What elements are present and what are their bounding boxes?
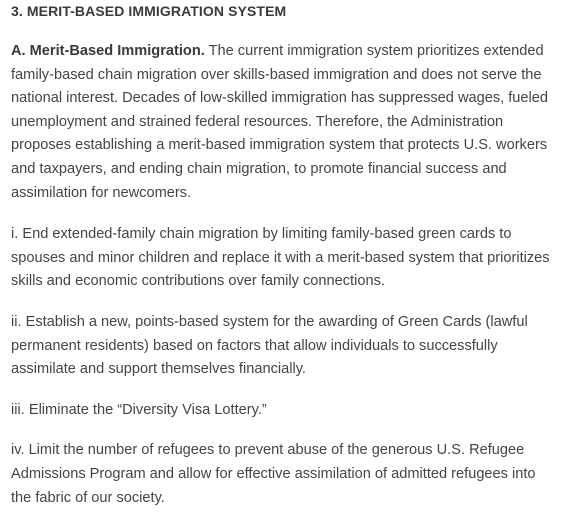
section-title: 3. MERIT-BASED IMMIGRATION SYSTEM bbox=[11, 3, 287, 19]
paragraph-i: i. End extended-family chain migration by limiting family-based green cards to spouses and minor children and replace it with a merit-based system that prioritizes skills and economic contributions over family connections. bbox=[11, 226, 550, 290]
paragraph-iii: iii. Eliminate the “Diversity Visa Lottery.” bbox=[11, 401, 267, 418]
paragraph-ii: ii. Establish a new, points-based system for the awarding of Green Cards (lawful permanent residents) based on factors that allow individuals to successfully assimilate and support themselves financially. bbox=[11, 313, 528, 378]
paragraph-a-lead: A. Merit-Based Immigration. bbox=[11, 43, 205, 59]
paragraph-iv: iv. Limit the number of refugees to prevent abuse of the generous U.S. Refugee Admissions Program and allow for effective assimilation of admitted refugees into the fabric of our society. bbox=[11, 442, 536, 506]
paragraph-a-text: The current immigration system prioritizes extended family-based chain migration over skills-based immigration and does not serve the national interest. Decades of low-skilled immigration has suppressed wages, fueled unemployment and strained federal resources. Therefore, the Administration proposes establishing a merit-based immigration system that protects U.S. workers and taxpayers, and ending chain migration, to promote financial success and assimilation for newcomers. bbox=[11, 43, 549, 201]
paragraph-a bbox=[11, 40, 551, 205]
